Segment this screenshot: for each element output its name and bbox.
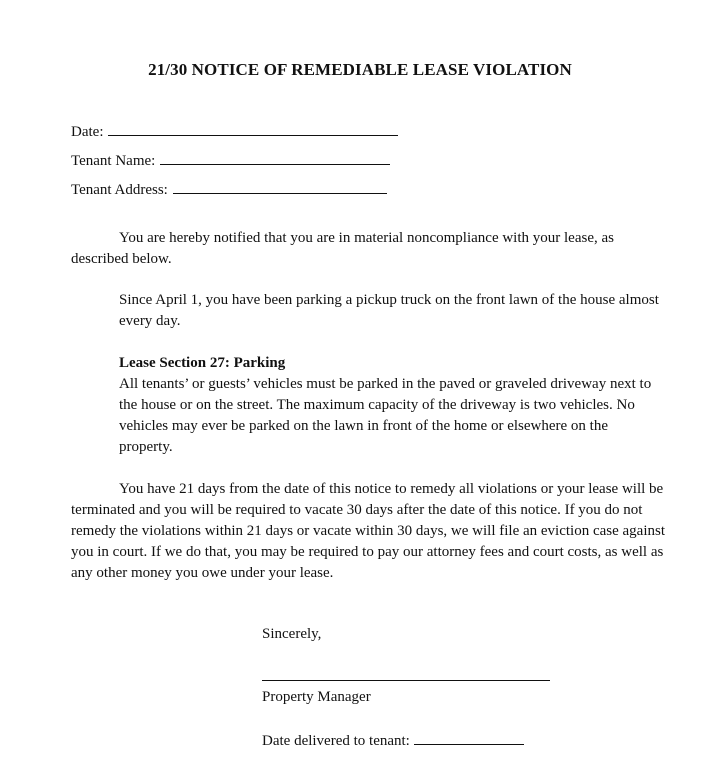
tenant-name-blank-line[interactable] — [160, 150, 390, 165]
tenant-name-field — [71, 150, 390, 170]
document-title: 21/30 NOTICE OF REMEDIABLE LEASE VIOLATION — [148, 60, 572, 79]
lease-section-heading: Lease Section 27: Parking — [119, 355, 286, 371]
lease-clause-text: All tenants’ or guests’ vehicles must be parked in the paved or graveled driveway next to the house or on the street. The maximum capacity of the driveway is two vehicles. No vehicles may ever be parked on the lawn in front of the home or elsewhere on the property. — [119, 376, 652, 455]
date-delivered-label: Date delivered to tenant: — [262, 733, 410, 749]
closing-salutation: Sincerely, — [262, 626, 322, 642]
tenant-name-label: Tenant Name: — [71, 153, 156, 169]
date-delivered-field — [262, 730, 524, 752]
tenant-address-field — [71, 179, 387, 199]
signature-line[interactable] — [262, 680, 550, 681]
remedy-paragraph: You have 21 days from the date of this notice to remedy all violations or your lease will be terminated and you will be required to vacate 30 days after the date of this notice. If you do not remedy the violations within 21 days or vacate within 30 days, we will file an eviction case against you in court. If we do that, you may be required to pay our attorney fees and court costs, as well as any other money you owe under your lease. — [71, 481, 666, 581]
notification-paragraph: You are hereby notified that you are in material noncompliance with your lease, as described below. — [71, 230, 614, 267]
tenant-address-label: Tenant Address: — [71, 182, 168, 198]
violation-description: Since April 1, you have been parking a pickup truck on the front lawn of the house almost every day. — [119, 292, 659, 329]
tenant-address-blank-line[interactable] — [173, 179, 387, 194]
date-label: Date: — [71, 124, 104, 140]
signer-title: Property Manager — [262, 689, 371, 705]
date-delivered-blank-line[interactable] — [414, 730, 524, 745]
date-field — [71, 121, 398, 141]
date-blank-line[interactable] — [108, 121, 398, 136]
